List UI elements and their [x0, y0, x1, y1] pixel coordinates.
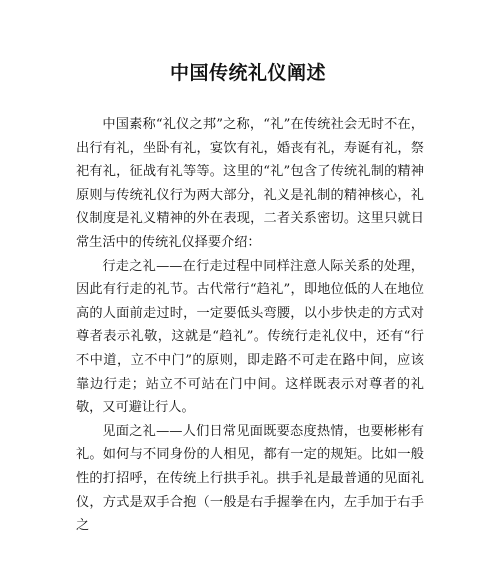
- paragraph-intro: 中国素称“礼仪之邦”之称，“礼”在传统社会无时不在，出行有礼，坐卧有礼，宴饮有礼，婚丧有礼，寿诞有礼，祭祀有礼，征战有礼等等。这里的“礼”包含了传统礼制的精神原则与传统礼仪行为两大部分，礼义是礼制的精神核心，礼仪制度是礼义精神的外在表现，二者关系密切。这里只就日常生活中的传统礼仪择要介绍：: [76, 117, 424, 250]
- document-body: [76, 113, 424, 538]
- paragraph-walking-etiquette: 行走之礼——在行走过程中同样注意人际关系的处理，因此有行走的礼节。古代常行“趋礼”，即地位低的人在地位高的人面前走过时，一定要低头弯腰，以小步快走的方式对尊者表示礼敬，这就是“趋礼”。传统行走礼仪中，还有“行不中道，立不中门”的原则，即走路不可走在路中间，应该靠边行走；站立不可站在门中间。这样既表示对尊者的礼敬，又可避让行人。: [76, 258, 424, 416]
- document-title: 中国传统礼仪阐述: [169, 62, 326, 84]
- paragraph-greeting-etiquette: 见面之礼——人们日常见面既要态度热情，也要彬彬有礼。如何与不同身份的人相见，都有一定的规矩。比如一般性的打招呼，在传统上行拱手礼。拱手礼是最普通的见面礼仪，方式是双手合抱（一般是右手握拳在内，左手加于右手之: [76, 423, 424, 534]
